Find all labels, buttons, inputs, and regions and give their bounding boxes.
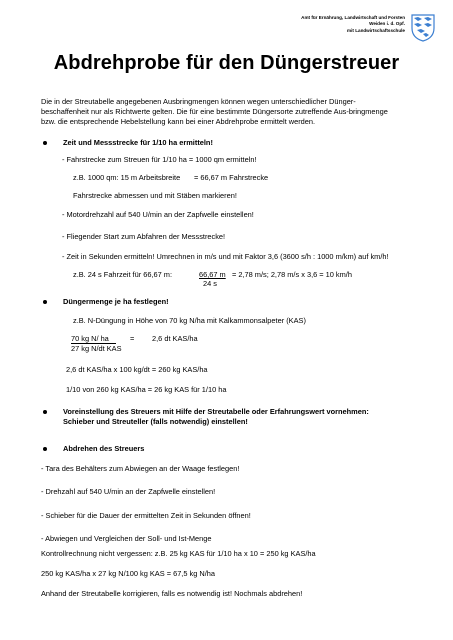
section-1-example-b: = 66,67 m Fahrstrecke [194, 173, 269, 182]
section-1-line-2: Fahrstrecke abmessen und mit Stäben markieren! [73, 191, 237, 200]
section-3-heading-1: Voreinstellung des Streuers mit Hilfe der Streutabelle oder Erfahrungswert vornehmen: [63, 407, 369, 416]
office-name: Amt für Ernährung, Landwirtschaft und Forsten [301, 15, 405, 20]
section-1-line-5: - Zeit in Sekunden ermitteln! Umrechnen in m/s und mit Faktor 3,6 (3600 s/h : 1000 m/km) auf km/h! [62, 252, 389, 261]
section-4-line-3: - Schieber für die Dauer der ermittelten Zeit in Sekunden öffnen! [41, 511, 251, 520]
office-header [225, 15, 405, 34]
section-1-heading: Zeit und Messstrecke für 1/10 ha ermitteln! [63, 138, 213, 147]
intro-line-2: beschaffenheit nur als Richtwerte gelten. Die für eine bestimmte Düngersorte zutreffende Aus-bringmenge [41, 107, 388, 116]
bullet-icon [43, 300, 47, 304]
section-1-line-1: - Fahrstrecke zum Streuen für 1/10 ha = 1000 qm ermitteln! [62, 155, 257, 164]
section-1-calc-numerator: 66,67 m [199, 270, 226, 279]
bullet-icon [43, 141, 47, 145]
section-4-line-1: - Tara des Behälters zum Abwiegen an der Waage festlegen! [41, 464, 240, 473]
section-1-calc-label: z.B. 24 s Fahrzeit für 66,67 m: [73, 270, 172, 279]
section-2-fraction-result: 2,6 dt KAS/ha [152, 334, 198, 343]
section-4-line-5: Kontrollrechnung nicht vergessen: z.B. 25 kg KAS für 1/10 ha x 10 = 250 kg KAS/ha [41, 549, 316, 558]
section-2-fraction-numerator: 70 kg N/ ha [71, 334, 109, 343]
page-title: Abdrehprobe für den Düngerstreuer [53, 52, 400, 74]
section-4-line-6: 250 kg KAS/ha x 27 kg N/100 kg KAS = 67,5 kg N/ha [41, 569, 215, 578]
section-4-line-2: - Drehzahl auf 540 U/min an der Zapfwelle einstellen! [41, 487, 216, 496]
section-2-line-2: 2,6 dt KAS/ha x 100 kg/dt = 260 kg KAS/ha [66, 365, 208, 374]
intro-line-3: bzw. die entsprechende Hebelstellung kann bei einer Abdrehprobe ermittelt werden. [41, 117, 316, 126]
section-1-example-a: z.B. 1000 qm: 15 m Arbeitsbreite [73, 173, 181, 182]
section-1-line-3: - Motordrehzahl auf 540 U/min an der Zapfwelle einstellen! [62, 210, 254, 219]
bullet-icon [43, 447, 47, 451]
section-1-line-4: - Fliegender Start zum Abfahren der Messstrecke! [62, 232, 226, 241]
section-2-fraction-denominator: 27 kg N/dt KAS [71, 344, 122, 353]
bavaria-crest-icon [409, 12, 437, 42]
section-4-heading: Abdrehen des Streuers [63, 444, 145, 453]
section-2-line-3: 1/10 von 260 kg KAS/ha = 26 kg KAS für 1/10 ha [66, 385, 227, 394]
office-location: Weiden i. d. Opf. [369, 21, 405, 27]
section-1-calc-result: = 2,78 m/s; 2,78 m/s x 3,6 = 10 km/h [232, 270, 352, 279]
intro-line-1: Die in der Streutabelle angegebenen Ausbringmengen können wegen unterschiedlicher Dünger- [41, 97, 356, 106]
section-2-line-1: z.B. N-Düngung in Höhe von 70 kg N/ha mit Kalkammonsalpeter (KAS) [73, 316, 306, 325]
bullet-icon [43, 410, 47, 414]
section-4-line-7: Anhand der Streutabelle korrigieren, falls es notwendig ist! Nochmals abdrehen! [41, 589, 303, 598]
section-2-fraction-equals: = [130, 334, 135, 343]
office-school: mit Landwirtschaftsschule [347, 27, 405, 33]
section-1-calc-denominator: 24 s [203, 279, 217, 288]
section-3-heading-2: Schieber und Streuteller (falls notwendig) einstellen! [63, 417, 248, 426]
section-4-line-4: - Abwiegen und Vergleichen der Soll- und Ist-Menge [41, 534, 212, 543]
section-2-heading: Düngermenge je ha festlegen! [63, 297, 169, 306]
